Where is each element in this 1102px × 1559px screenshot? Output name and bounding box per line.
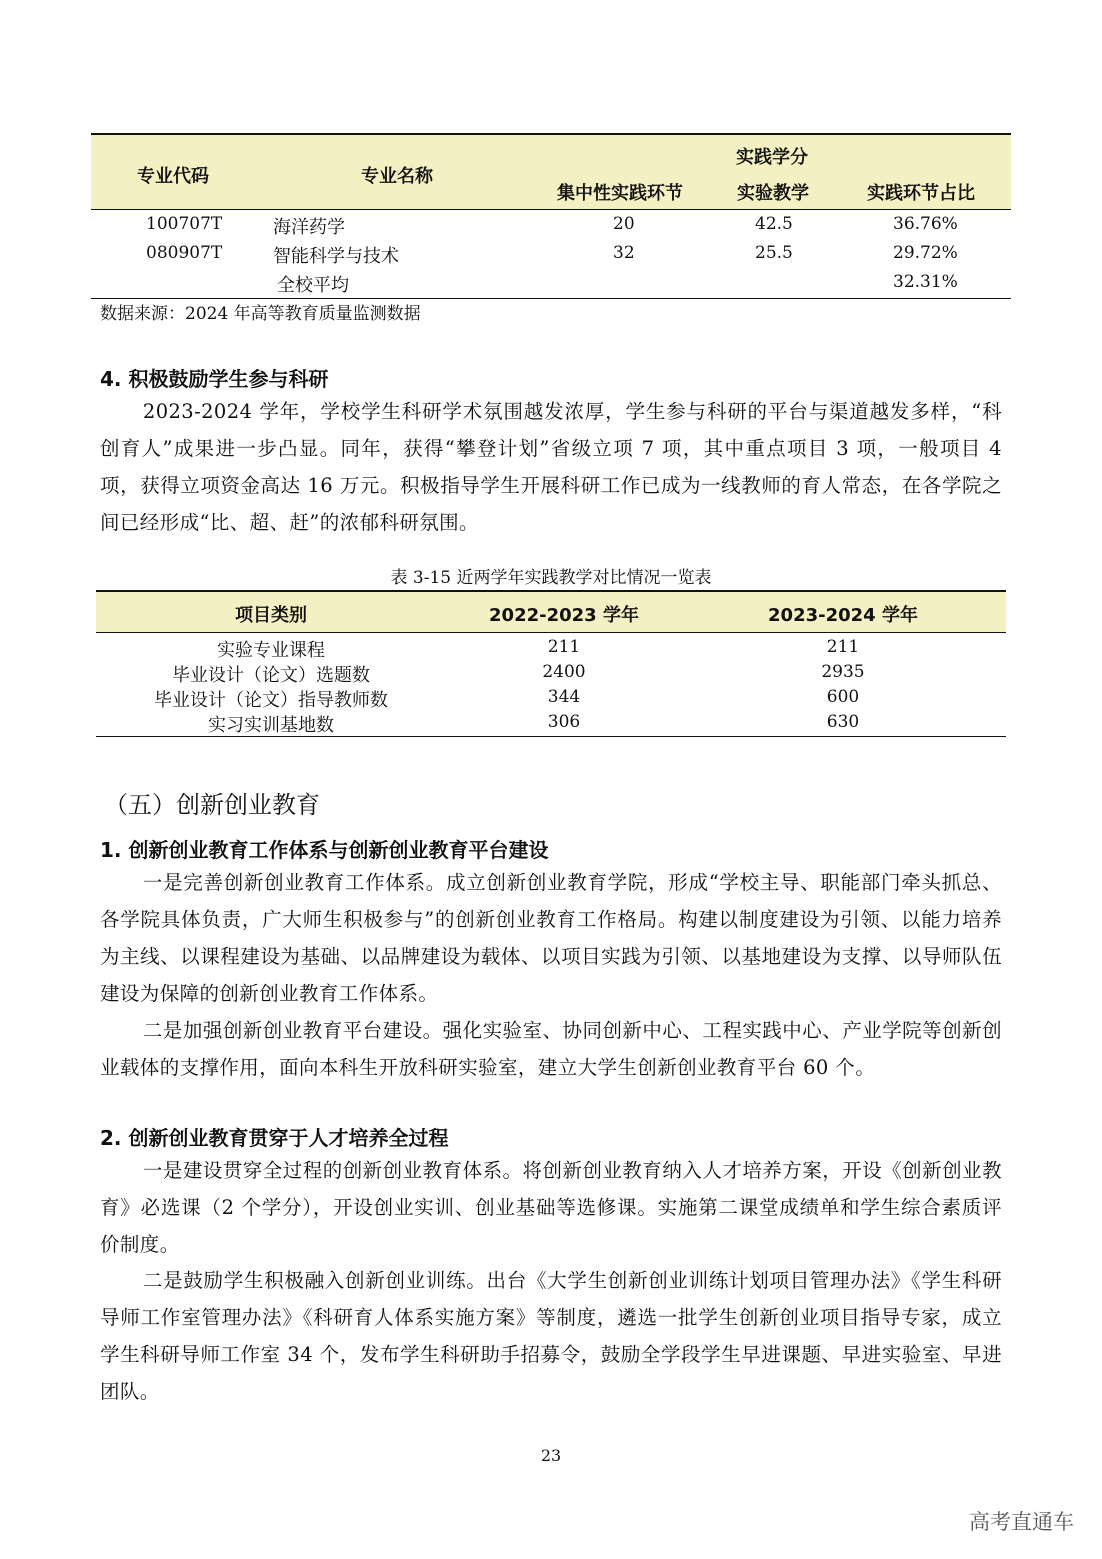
- header-code: 专业代码: [137, 166, 209, 187]
- section5-sub1-p2: 二是加强创新创业教育平台建设。强化实验室、协同创新中心、工程实践中心、产业学院等创新创业载体的支撑作用，面向本科生开放科研实验室，建立大学生创新创业教育平台 60 个。: [100, 1019, 1002, 1079]
- table-row: [96, 660, 1006, 685]
- cell-2023: 2935: [821, 662, 865, 682]
- header-year-2022: 2022-2023 学年: [489, 605, 639, 626]
- watermark-text: 高考直通车: [969, 1510, 1074, 1534]
- cell-category: 实习实训基地数: [208, 715, 334, 736]
- section5-sub1-heading: 1. 创新创业教育工作体系与创新创业教育平台建设: [100, 838, 549, 862]
- table-header: [91, 133, 1011, 210]
- cell-name: 全校平均: [277, 275, 349, 296]
- table-row: [96, 710, 1006, 735]
- header-concentrated: 集中性实践环节: [557, 183, 683, 204]
- header-year-2023: 2023-2024 学年: [768, 605, 918, 626]
- cell-2022: 2400: [542, 662, 586, 682]
- cell-name: 海洋药学: [273, 217, 345, 238]
- section5-sub2-p1: 一是建设贯穿全过程的创新创业教育体系。将创新创业教育纳入人才培养方案，开设《创新创业教育》必选课（2 个学分），开设创业实训、创业基础等选修课。实施第二课堂成绩单和学生综合素质评价制度。: [100, 1159, 1002, 1256]
- section5-sub2-p2: 二是鼓励学生积极融入创新创业训练。出台《大学生创新创业训练计划项目管理办法》《学生科研导师工作室管理办法》《科研育人体系实施方案》等制度，遴选一批学生创新创业项目指导专家，成立学生科研导师工作室 34 个，发布学生科研助手招募令，鼓励全学段学生早进课题、早进实验室、早进团队。: [100, 1269, 1002, 1403]
- cell-ratio: 36.76%: [893, 214, 958, 234]
- practice-credits-table: [91, 133, 1011, 299]
- cell-category: 毕业设计（论文）选题数: [172, 665, 370, 686]
- cell-name: 智能科学与技术: [273, 246, 399, 267]
- cell-experiment: 25.5: [755, 243, 793, 263]
- table-body: [96, 633, 1006, 737]
- table-body: [91, 210, 1011, 299]
- cell-code: 100707T: [146, 214, 223, 234]
- cell-experiment: 42.5: [755, 214, 793, 234]
- cell-2023: 600: [826, 687, 860, 707]
- cell-2023: 211: [826, 637, 860, 657]
- cell-ratio: 32.31%: [893, 272, 958, 292]
- table-row: [96, 635, 1006, 660]
- table-row: [91, 239, 1011, 268]
- cell-ratio: 29.72%: [893, 243, 958, 263]
- section4-paragraph: 2023-2024 学年，学校学生科研学术氛围越发浓厚，学生参与科研的平台与渠道越发多样，“科创育人”成果进一步凸显。同年，获得“攀登计划”省级立项 7 项，其中重点项目 3 项，一般项目 4 项，获得立项资金高达 16 万元。积极指导学生开展科研工作已成为一线教师的育人常态，在各学院之间已经形成“比、超、赶”的浓郁科研氛围。: [100, 400, 1002, 534]
- table2-caption: 表 3-15 近两学年实践教学对比情况一览表: [390, 568, 712, 588]
- practice-comparison-table: [96, 590, 1006, 737]
- section5-sub1-p1: 一是完善创新创业教育工作体系。成立创新创业教育学院，形成“学校主导、职能部门牵头抓总、各学院具体负责，广大师生积极参与”的创新创业教育工作格局。构建以制度建设为引领、以能力培养为主线、以课程建设为基础、以品牌建设为载体、以项目实践为引领、以基地建设为支撑、以导师队伍建设为保障的创新创业教育工作体系。: [100, 871, 1002, 1005]
- data-source-note: 数据来源：2024 年高等教育质量监测数据: [100, 304, 421, 324]
- cell-concentrated: 20: [613, 214, 635, 234]
- section5-sub2-heading: 2. 创新创业教育贯穿于人才培养全过程: [100, 1126, 449, 1150]
- header-name: 专业名称: [361, 166, 433, 187]
- table-header: [96, 590, 1006, 633]
- header-experiment: 实验教学: [737, 183, 809, 204]
- cell-category: 实验专业课程: [217, 640, 325, 661]
- cell-code: 080907T: [146, 243, 223, 263]
- table-row: [91, 268, 1011, 297]
- header-category: 项目类别: [235, 605, 307, 626]
- table-row: [91, 210, 1011, 239]
- header-practice-credits: 实践学分: [736, 147, 808, 168]
- cell-2023: 630: [826, 712, 860, 732]
- section4-heading: 4. 积极鼓励学生参与科研: [100, 367, 329, 391]
- cell-concentrated: 32: [613, 243, 635, 263]
- cell-category: 毕业设计（论文）指导教师数: [154, 690, 388, 711]
- cell-2022: 306: [547, 712, 581, 732]
- cell-2022: 211: [547, 637, 581, 657]
- header-ratio: 实践环节占比: [867, 183, 975, 204]
- table-row: [96, 685, 1006, 710]
- page-number: 23: [540, 1446, 562, 1465]
- cell-2022: 344: [547, 687, 581, 707]
- section5-title: （五）创新创业教育: [104, 791, 320, 819]
